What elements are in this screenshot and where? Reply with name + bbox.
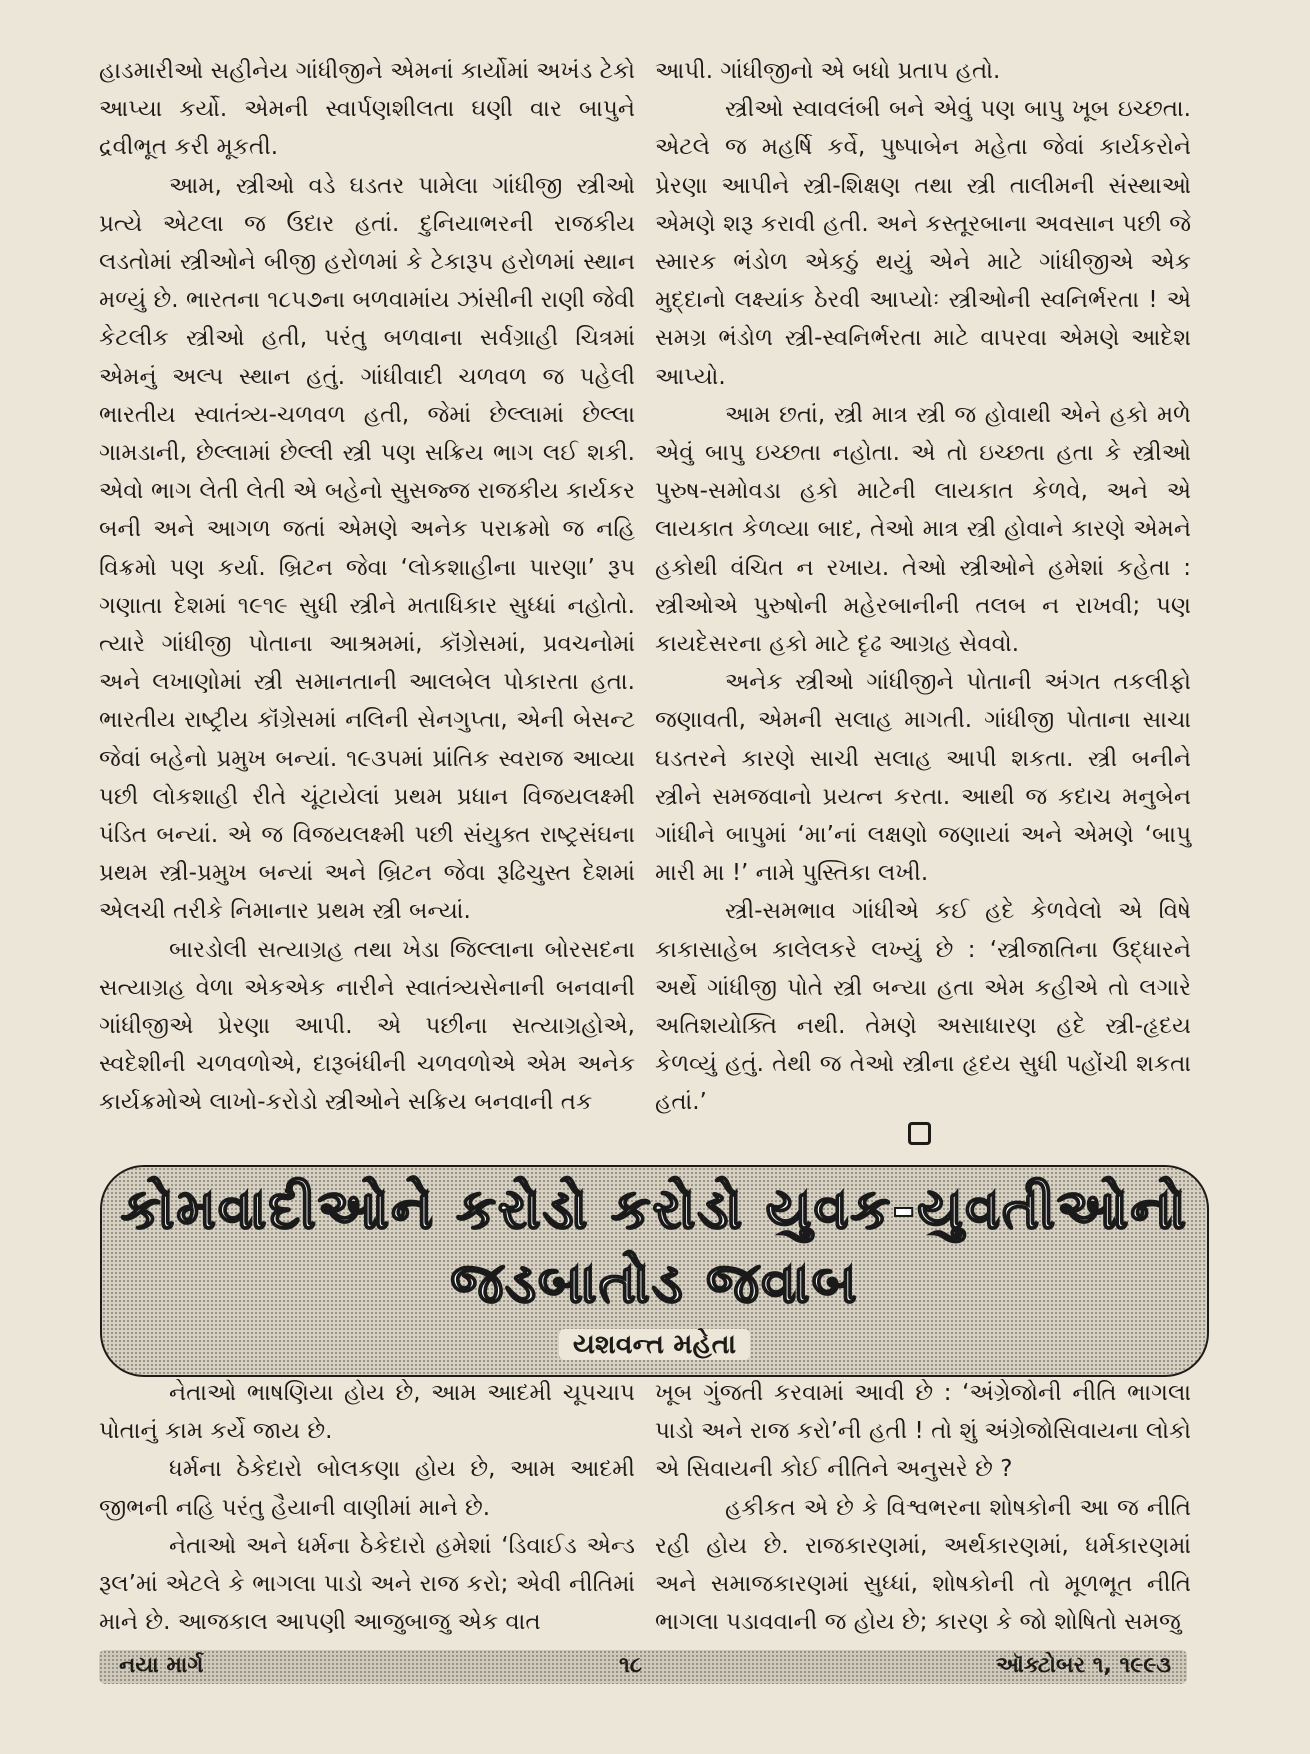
paragraph: આમ છતાં, સ્ત્રી માત્ર સ્ત્રી જ હોવાથી એને હકો મળે એવું બાપુ ઇચ્છતા નહોતા. એ તો ઇચ્છતા હતા કે સ્ત્રીઓ પુરુષ-સમોવડા હકો માટેની લાયકાત કેળવે, અને એ લાયકાત કેળવ્યા બાદ, તેઓ માત્ર સ્ત્રી હોવાને કારણે એમને હકોથી વંચિત ન રખાય. તેઓ સ્ત્રીઓને હમેશાં કહેતા : સ્ત્રીઓએ પુરુષોની મહેરબાનીની તલબ ન રાખવી; પણ કાયદેસરના હકો માટે દૃઢ આગ્રહ સેવવો. <box>655 401 1191 658</box>
headline-line-1: કોમવાદીઓને કરોડો કરોડો યુવક-યુવતીઓનો <box>120 1177 1189 1242</box>
paragraph: સ્ત્રીઓ સ્વાવલંબી બને એવું પણ બાપુ ખૂબ ઇચ્છતા. એટલે જ મહર્ષિ કર્વે, પુષ્પાબેન મહેતા જેવાં કાર્યકરોને પ્રેરણા આપીને સ્ત્રી-શિક્ષણ તથા સ્ત્રી તાલીમની સંસ્થાઓ એમણે શરૂ કરાવી હતી. અને કસ્તૂરબાના અવસાન પછી જે સ્મારક ભંડોળ એકઠું થયું એને માટે ગાંધીજીએ એક મુદ્દાનો લક્ષ્યાંક ઠેરવી આપ્યોઃ સ્ત્રીઓની સ્વનિર્ભરતા ! એ સમગ્ર ભંડોળ સ્ત્રી-સ્વનિર્ભરતા માટે વાપરવા એમણે આદેશ આપ્યો. <box>655 96 1191 390</box>
page-number: ૧૮ <box>619 1653 642 1678</box>
article-column-left-bottom <box>99 1374 635 1641</box>
page-footer <box>99 1650 1187 1684</box>
article-headline-banner <box>100 1165 1209 1377</box>
article-column-left-top <box>99 52 635 1122</box>
article-column-right-bottom <box>655 1374 1191 1641</box>
paragraph: હકીકત એ છે કે વિશ્વભરના શોષકોની આ જ નીતિ રહી હોય છે. રાજકારણમાં, અર્થકારણમાં, ધર્મકારણમાં અને સમાજકારણમાં સુધ્ધાં, શોષકોની તો મૂળભૂત નીતિ ભાગલા પડાવવાની જ હોય છે; કારણ કે જો શોષિતો સમજુ <box>655 1494 1191 1636</box>
magazine-name: નયા માર્ગ <box>119 1653 204 1678</box>
paragraph: અનેક સ્ત્રીઓ ગાંધીજીને પોતાની અંગત તકલીફો જણાવતી, એમની સલાહ માગતી. ગાંધીજી પોતાના સાચા ઘડતરને કારણે સાચી સલાહ આપી શકતા. સ્ત્રી બનીને સ્ત્રીને સમજવાનો પ્રયત્ન કરતા. આથી જ કદાચ મનુબેન ગાંધીને બાપુમાં ‘મા’નાં લક્ષણો જણાયાં અને એમણે ‘બાપુ મારી મા !’ નામે પુસ્તિકા લખી. <box>655 669 1191 887</box>
article-end-mark-icon <box>908 1122 931 1145</box>
paragraph: નેતાઓ ભાષણિયા હોય છે, આમ આદમી ચૂપચાપ પોતાનું કામ કર્યે જાય છે. <box>99 1380 635 1445</box>
paragraph: ખૂબ ગુંજતી કરવામાં આવી છે : ‘અંગ્રેજોની નીતિ ભાગલા પાડો અને રાજ કરો’ની હતી ! તો શું અંગ્રેજોસિવાયના લોકો એ સિવાયની કોઈ નીતિને અનુસરે છે ? <box>655 1380 1191 1483</box>
paragraph: બારડોલી સત્યાગ્રહ તથા ખેડા જિલ્લાના બોરસદના સત્યાગ્રહ વેળા એકએક નારીને સ્વાતંત્ર્યસેનાની બનવાની ગાંધીજીએ પ્રેરણા આપી. એ પછીના સત્યાગ્રહોએ, સ્વદેશીની ચળવળોએ, દારૂબંધીની ચળવળોએ એમ અનેક કાર્યક્રમોએ લાખો-કરોડો સ્ત્રીઓને સક્રિય બનવાની તક <box>99 936 635 1116</box>
paragraph: ધર્મના ઠેકેદારો બોલકણા હોય છે, આમ આદમી જીભની નહિ પરંતુ હૈયાની વાણીમાં માને છે. <box>99 1456 635 1521</box>
paragraph: નેતાઓ અને ધર્મના ઠેકેદારો હમેશાં ‘ડિવાઈડ એન્ડ રૂલ’માં એટલે કે ભાગલા પાડો અને રાજ કરો; એવી નીતિમાં માને છે. આજકાલ આપણી આજુબાજુ એક વાત <box>99 1532 635 1636</box>
issue-date: ઑક્ટોબર ૧, ૧૯૯૩ <box>995 1653 1171 1678</box>
author-byline <box>102 1329 1207 1361</box>
headline-line-2: જડબાતોડ જવાબ <box>450 1251 859 1316</box>
article-column-right-top <box>655 52 1191 1122</box>
paragraph: સ્ત્રી-સમભાવ ગાંધીએ કઈ હદે કેળવેલો એ વિષે કાકાસાહેબ કાલેલકરે લખ્યું છે : ‘સ્ત્રીજાતિના ઉદ્ધારને અર્થે ગાંધીજી પોતે સ્ત્રી બન્યા હતા એમ કહીએ તો લગારે અતિશયોક્તિ નથી. તેમણે અસાધારણ હદે સ્ત્રી-હૃદય કેળવ્યું હતું. તેથી જ તેઓ સ્ત્રીના હૃદય સુધી પહોંચી શકતા હતાં.’ <box>655 898 1191 1116</box>
paragraph: હાડમારીઓ સહીનેય ગાંધીજીને એમનાં કાર્યોમાં અખંડ ટેકો આપ્યા કર્યો. એમની સ્વાર્પણશીલતા ઘણી વાર બાપુને દ્રવીભૂત કરી મૂકતી. <box>99 58 635 161</box>
paragraph: આમ, સ્ત્રીઓ વડે ઘડતર પામેલા ગાંધીજી સ્ત્રીઓ પ્રત્યે એટલા જ ઉદાર હતાં. દુનિયાભરની રાજકીય લડતોમાં સ્ત્રીઓને બીજી હરોળમાં કે ટેકારૂપ હરોળમાં સ્થાન મળ્યું છે. ભારતના ૧૮૫૭ના બળવામાંય ઝાંસીની રાણી જેવી કેટલીક સ્ત્રીઓ હતી, પરંતુ બળવાના સર્વગ્રાહી ચિત્રમાં એમનું અલ્પ સ્થાન હતું. ગાંધીવાદી ચળવળ જ પહેલી ભારતીય સ્વાતંત્ર્ય-ચળવળ હતી, જેમાં છેલ્લામાં છેલ્લા ગામડાની, છેલ્લામાં છેલ્લી સ્ત્રી પણ સક્રિય ભાગ લઈ શકી. એવો ભાગ લેતી લેતી એ બહેનો સુસજ્જ રાજકીય કાર્યકર બની અને આગળ જતાં એમણે અનેક પરાક્રમો જ નહિ વિક્રમો પણ કર્યા. બ્રિટન જેવા ‘લોકશાહીના પારણા’ રૂપ ગણાતા દેશમાં ૧૯૧૯ સુધી સ્ત્રીને મતાધિકાર સુધ્ધાં નહોતો. ત્યારે ગાંધીજી પોતાના આશ્રમમાં, કૉંગ્રેસમાં, પ્રવચનોમાં અને લખાણોમાં સ્ત્રી સમાનતાની આલબેલ પોકારતા હતા. ભારતીય રાષ્ટ્રીય કૉંગ્રેસમાં નલિની સેનગુપ્તા, એની બેસન્ટ જેવાં બહેનો પ્રમુખ બન્યાં. ૧૯૩૫માં પ્રાંતિક સ્વરાજ આવ્યા પછી લોકશાહી રીતે ચૂંટાયેલાં પ્રથમ પ્રધાન વિજયલક્ષ્મી પંડિત બન્યાં. એ જ વિજયલક્ષ્મી પછી સંયુક્ત રાષ્ટ્રસંઘના પ્રથમ સ્ત્રી-પ્રમુખ બન્યાં અને બ્રિટન જેવા રૂઢિચુસ્ત દેશમાં એલચી તરીકે નિમાનાર પ્રથમ સ્ત્રી બન્યાં. <box>99 172 635 925</box>
author-name: યશવન્ત મહેતા <box>559 1329 750 1360</box>
paragraph: આપી. ગાંધીજીનો એ બધો પ્રતાપ હતો. <box>655 58 1001 84</box>
